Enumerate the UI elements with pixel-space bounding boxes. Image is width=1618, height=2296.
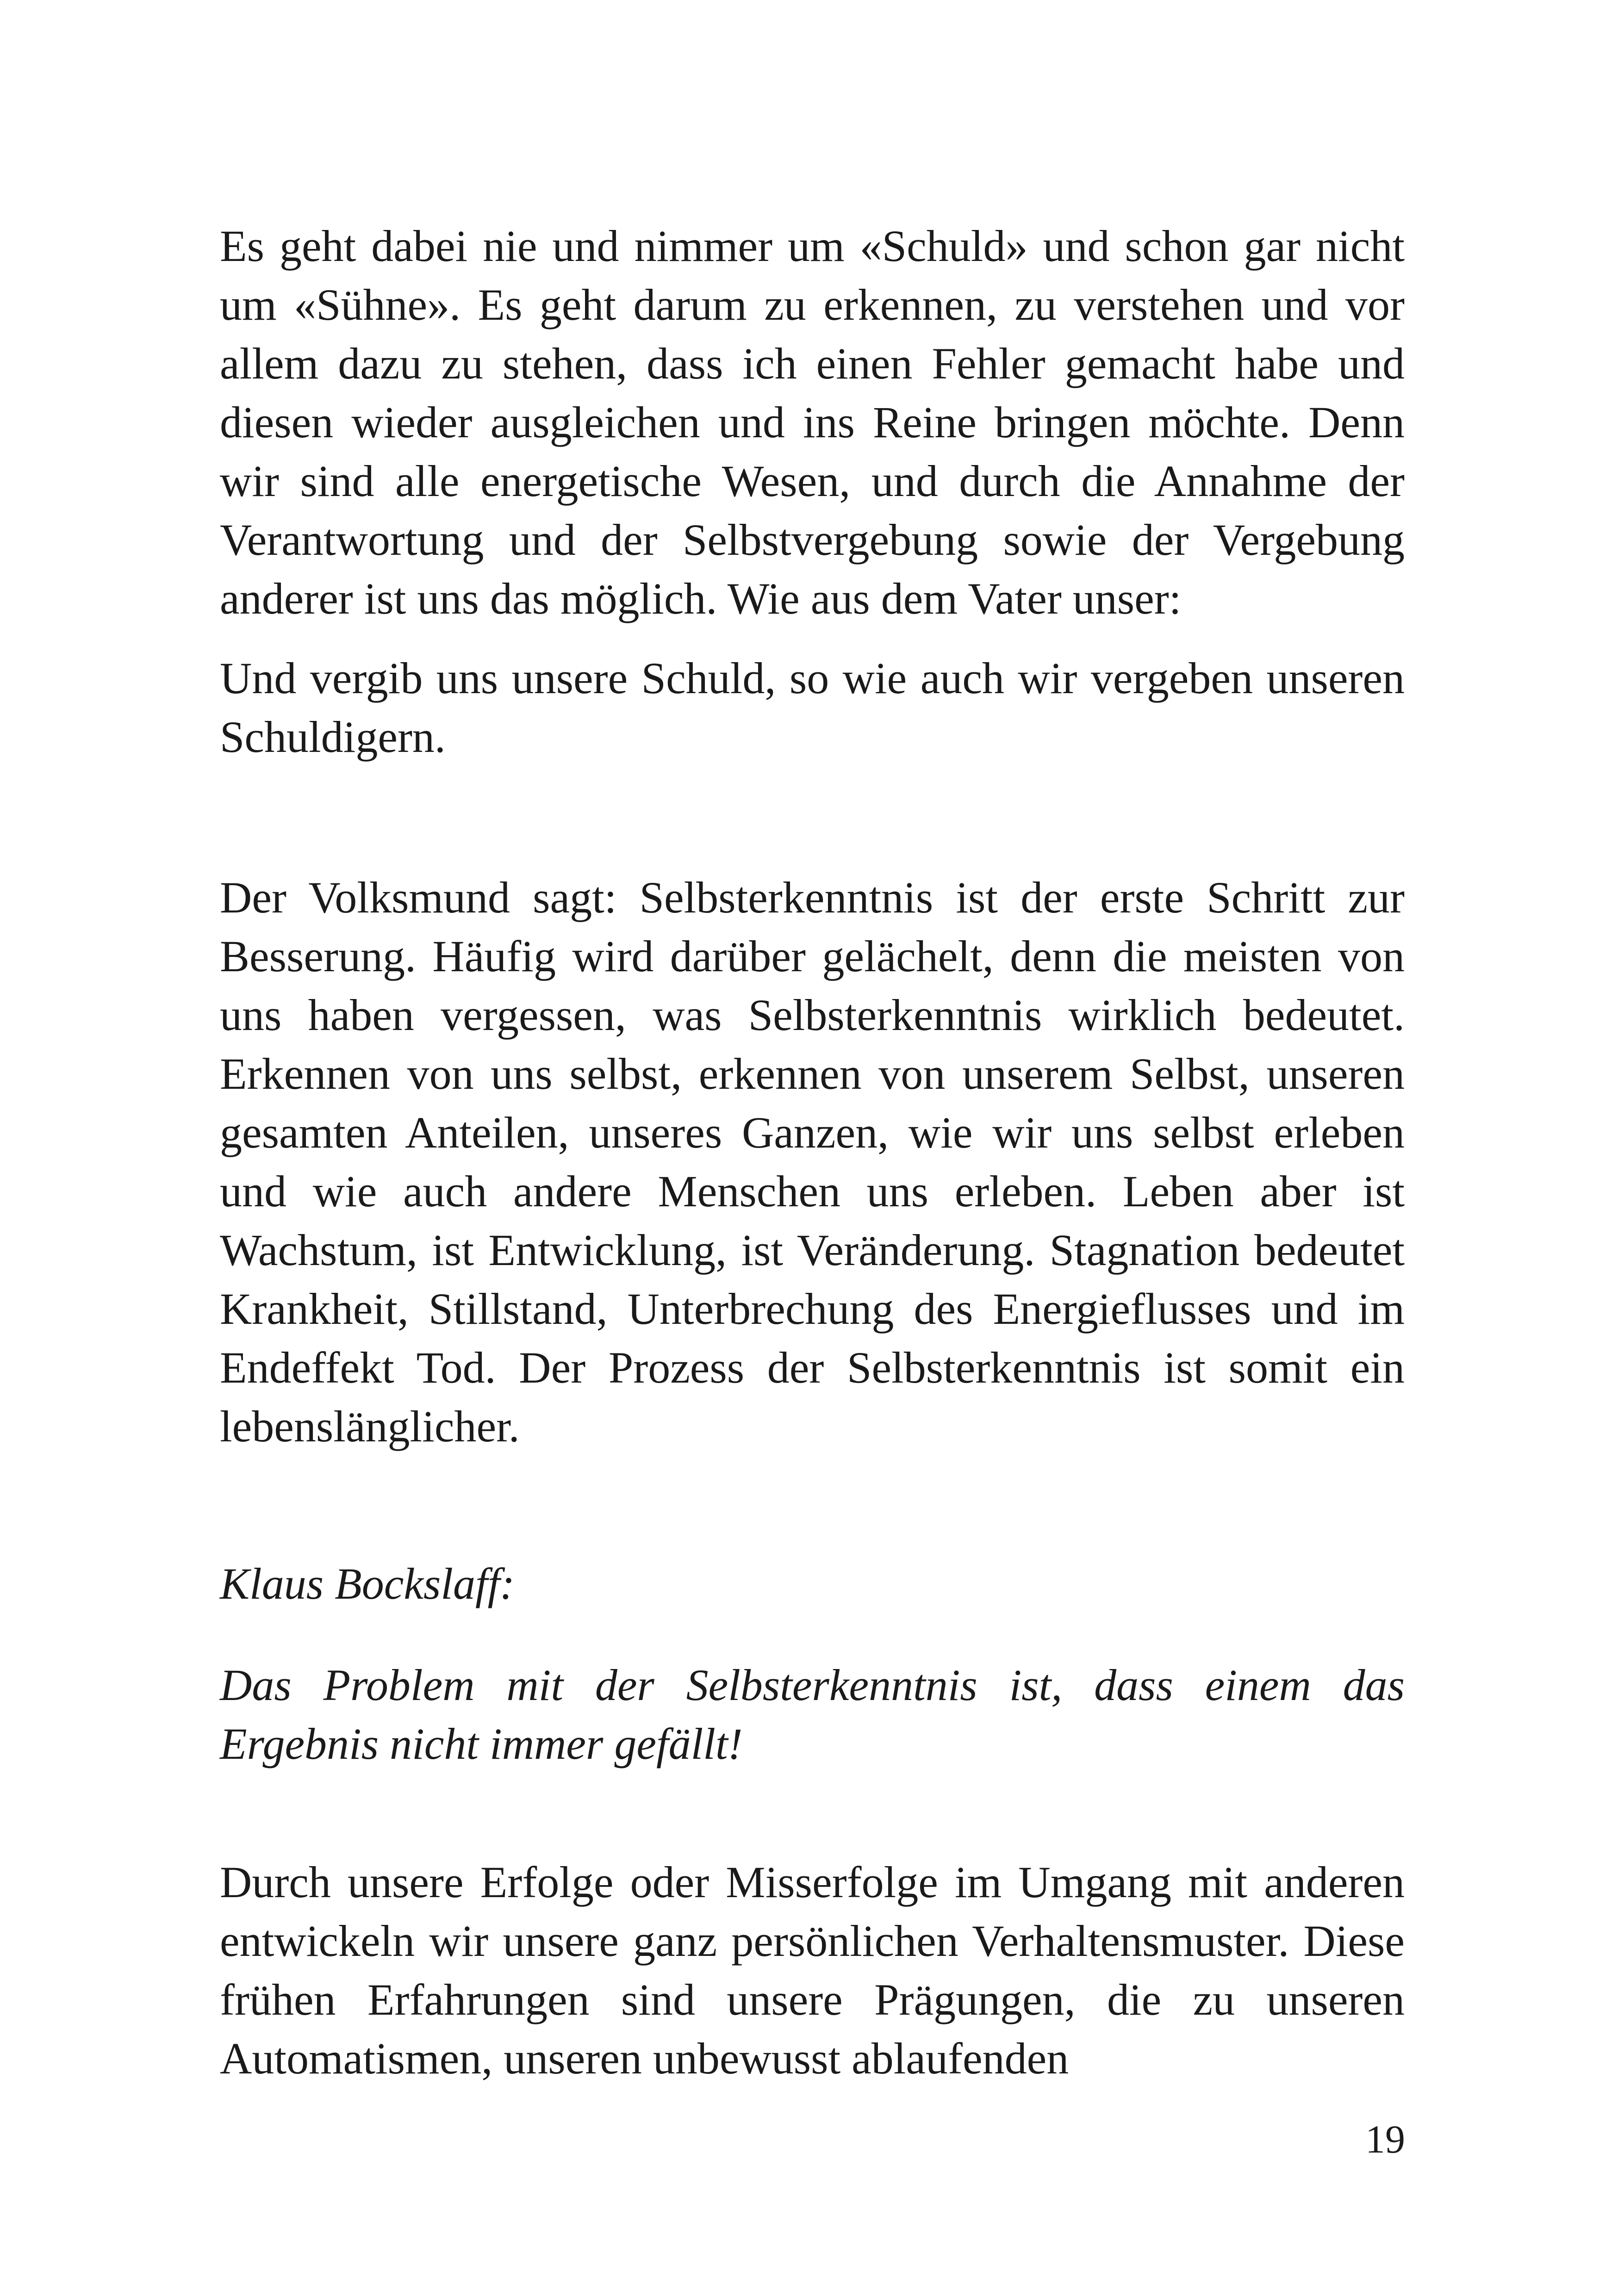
- paragraph-schuld-suehne: Es geht dabei nie und nimmer um «Schuld» und schon gar nicht um «Sühne». Es geht darum zu erkennen, zu verstehen und vor allem dazu zu stehen, dass ich einen Fehler gemacht habe und diesen wieder ausgleichen und ins Reine bringen möchte. Denn wir sind alle energetische Wesen, und durch die Annahme der Verantwortung und der Selbstvergebung sowie der Vergebung anderer ist uns das möglich. Wie aus dem Vater unser:: [220, 221, 1405, 623]
- paragraph-verhaltensmuster: Durch unsere Erfolge oder Misserfolge im Umgang mit anderen entwickeln wir unsere ganz persönlichen Verhaltensmuster. Diese frühen Erfahrungen sind unsere Prägungen, die zu unseren Automatismen, unseren unbewusst ablaufenden: [220, 1857, 1405, 2083]
- quote-text: Das Problem mit der Selbsterkenntnis ist, dass einem das Ergebnis nicht immer gefällt!: [220, 1660, 1405, 1769]
- quote-author: Klaus Bockslaff:: [220, 1559, 515, 1608]
- paragraph-selbsterkenntnis: Der Volksmund sagt: Selbsterkenntnis ist der erste Schritt zur Besserung. Häufig wird darüber gelächelt, denn die meisten von uns haben vergessen, was Selbsterkenntnis wirklich bedeutet. Erkennen von uns selbst, erkennen von unserem Selbst, unseren gesamten Anteilen, unseres Ganzen, wie wir uns selbst erleben und wie auch andere Menschen uns erleben. Leben aber ist Wachstum, ist Entwicklung, ist Veränderung. Stagnation bedeutet Krankheit, Stillstand, Unterbrechung des Energieflusses und im Endeffekt Tod. Der Prozess der Selbsterkenntnis ist somit ein lebenslänglicher.: [220, 873, 1405, 1451]
- page-number: 19: [1365, 2117, 1405, 2161]
- paragraph-vater-unser-quote: Und vergib uns unsere Schuld, so wie auch wir vergeben unseren Schuldigern.: [220, 653, 1405, 762]
